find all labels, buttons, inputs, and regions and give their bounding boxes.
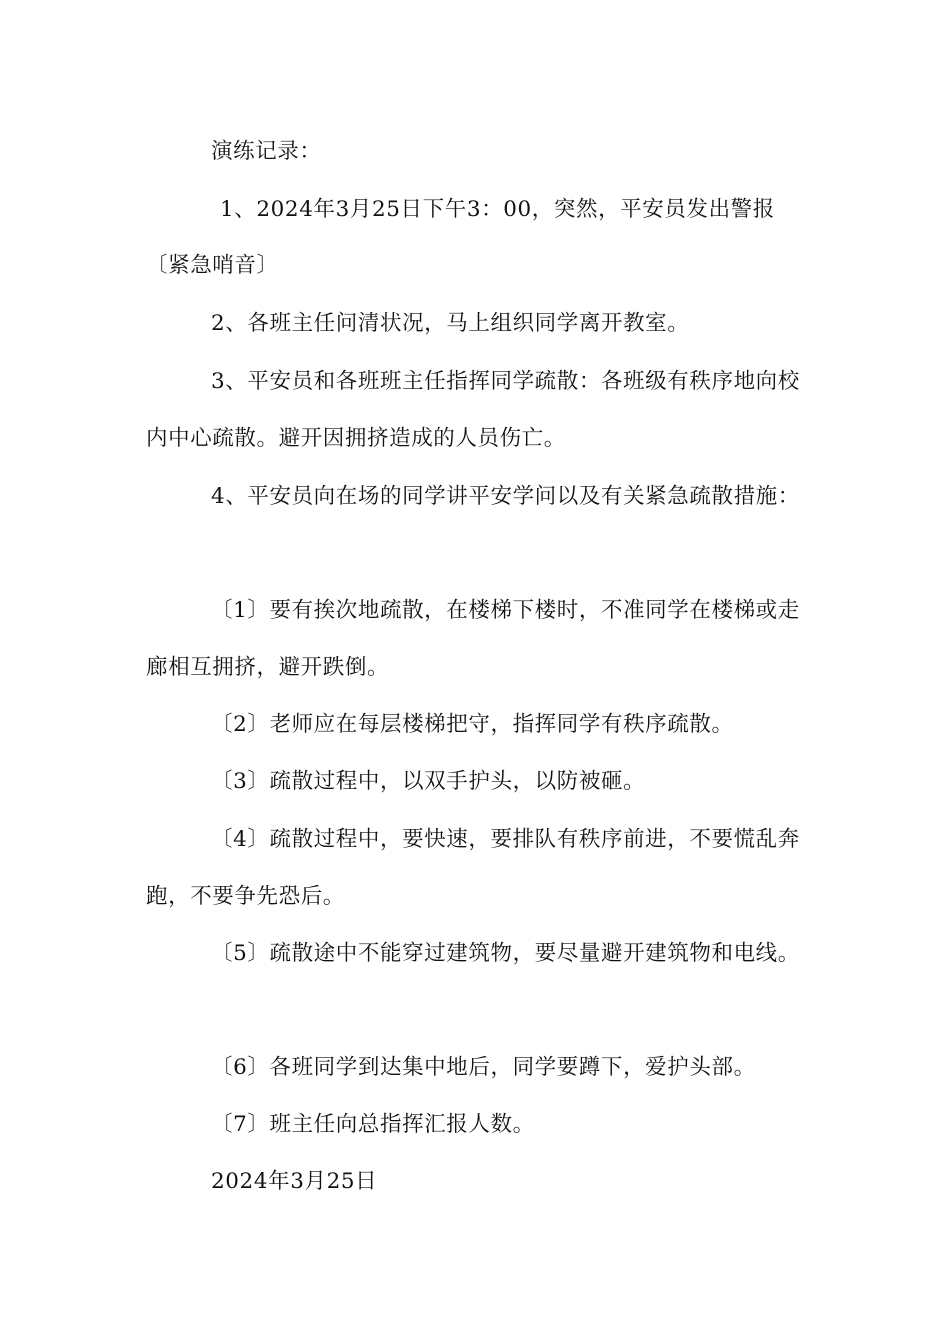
measure-1-line-1: 〔1〕要有挨次地疏散，在楼梯下楼时，不准同学在楼梯或走 (211, 598, 800, 623)
item-1-line-1: 1、2024年3月25日下午3：00，突然，平安员发出警报 (220, 197, 775, 222)
measure-6: 〔6〕各班同学到达集中地后，同学要蹲下，爱护头部。 (211, 1055, 756, 1080)
measure-3: 〔3〕疏散过程中，以双手护头，以防被砸。 (211, 769, 646, 794)
record-date: 2024年3月25日 (211, 1169, 378, 1194)
measure-4-line-1: 〔4〕疏散过程中，要快速，要排队有秩序前进，不要慌乱奔 (211, 827, 800, 852)
measure-4-line-2: 跑，不要争先恐后。 (146, 884, 345, 909)
item-3-line-2: 内中心疏散。避开因拥挤造成的人员伤亡。 (146, 426, 566, 451)
item-3-line-1: 3、平安员和各班班主任指挥同学疏散：各班级有秩序地向校 (211, 369, 800, 394)
measure-5: 〔5〕疏散途中不能穿过建筑物，要尽量避开建筑物和电线。 (211, 941, 800, 966)
item-4: 4、平安员向在场的同学讲平安学问以及有关紧急疏散措施： (211, 484, 800, 509)
measure-2: 〔2〕老师应在每层楼梯把守，指挥同学有秩序疏散。 (211, 712, 734, 737)
item-2: 2、各班主任问清状况，马上组织同学离开教室。 (211, 311, 690, 336)
measure-1-line-2: 廊相互拥挤，避开跌倒。 (146, 655, 390, 680)
record-heading: 演练记录： (211, 139, 322, 164)
item-1-line-2: 〔紧急哨音〕 (146, 253, 279, 278)
measure-7: 〔7〕班主任向总指挥汇报人数。 (211, 1112, 535, 1137)
